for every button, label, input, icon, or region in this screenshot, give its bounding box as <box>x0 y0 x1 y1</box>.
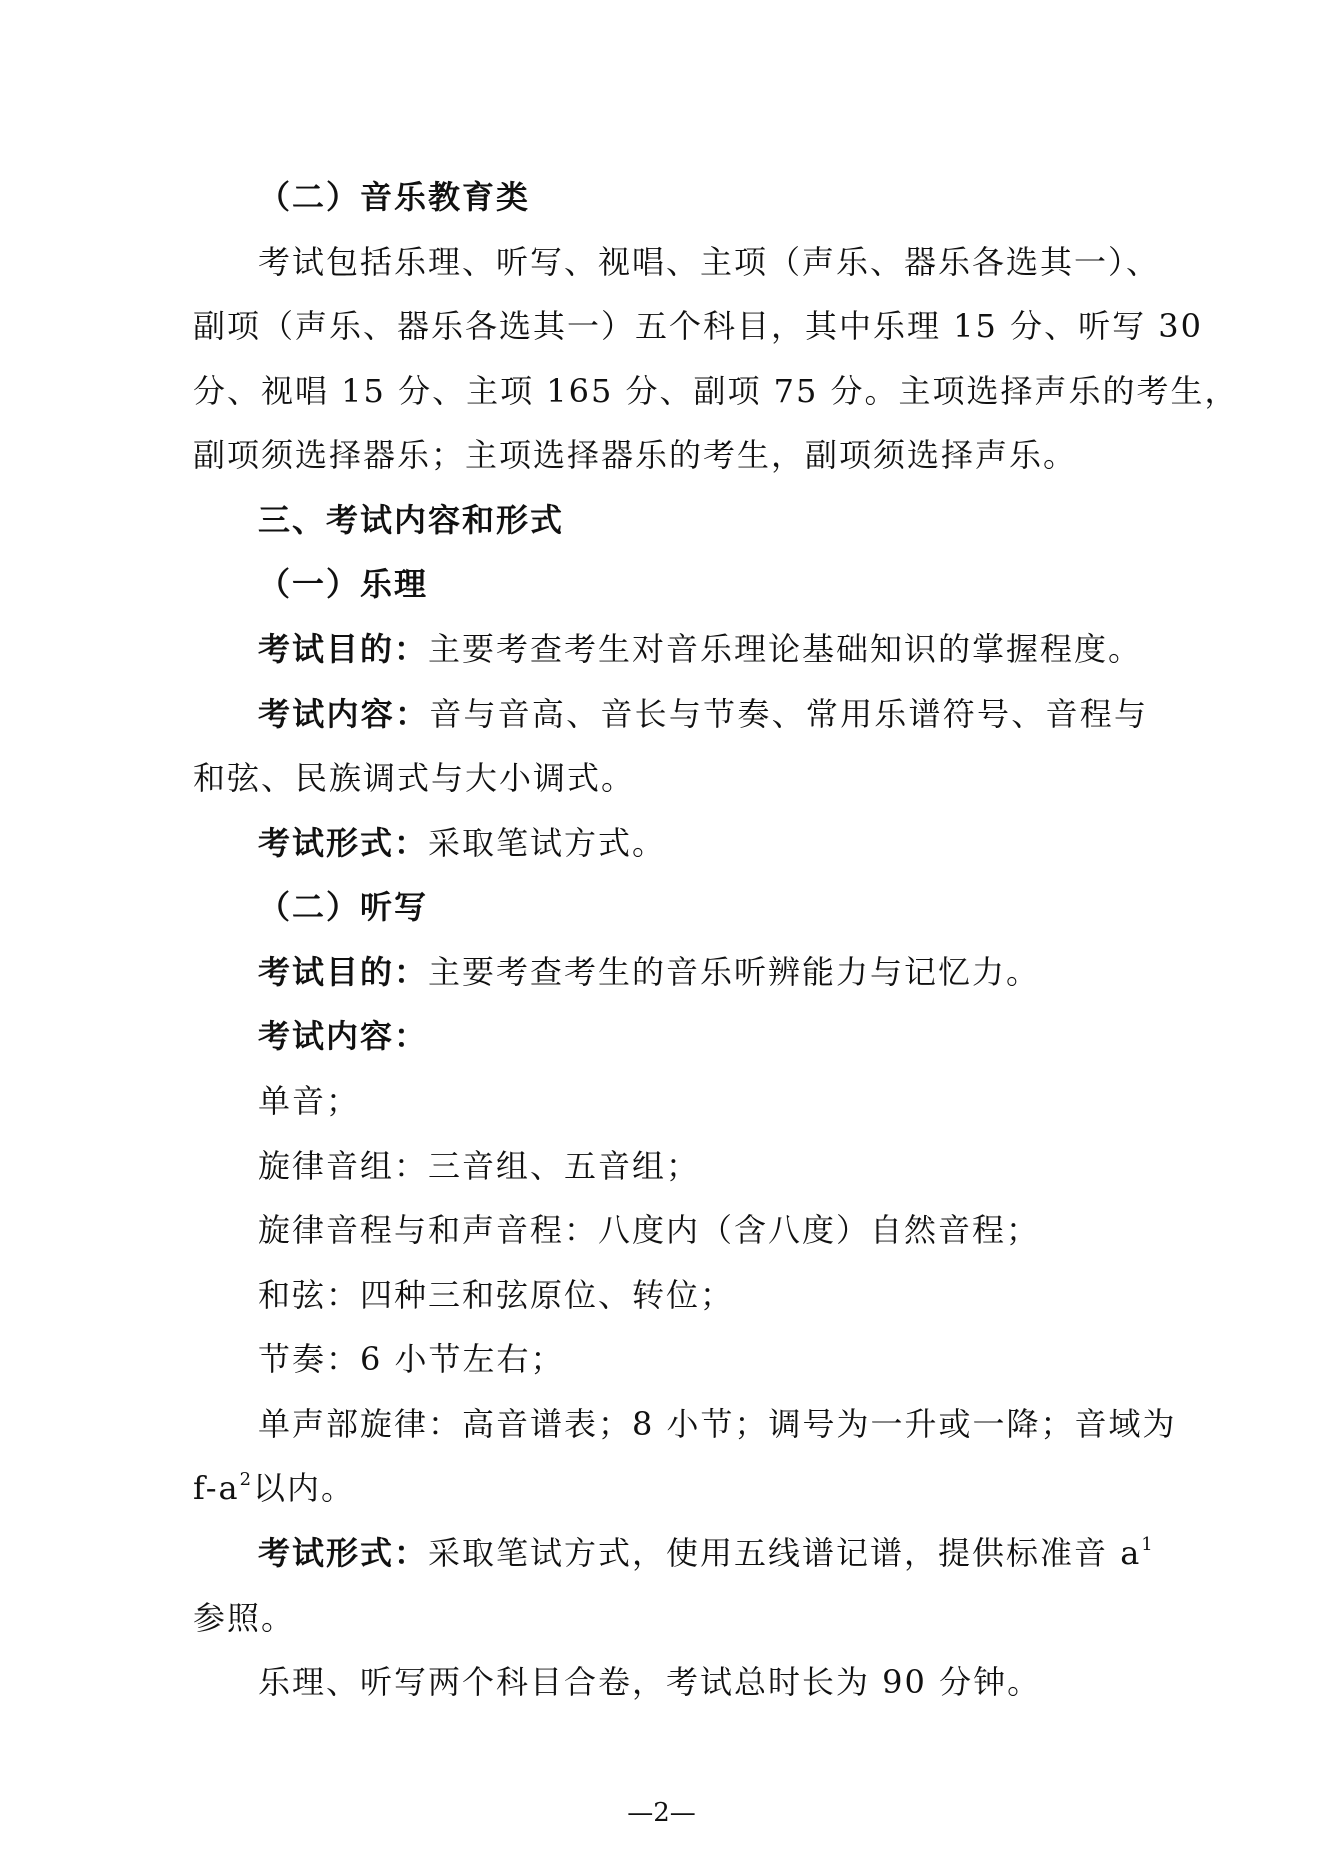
theory-content-text: 音与音高、音长与节奏、常用乐谱符号、音程与 <box>429 695 1148 733</box>
dictation-form-label: 考试形式： <box>258 1534 429 1572</box>
combined-exam-note: 乐理、听写两个科目合卷，考试总时长为 90 分钟。 <box>258 1663 1042 1701</box>
dictation-content-label: 考试内容： <box>258 1017 429 1055</box>
dictation-heading: （二）听写 <box>258 888 429 926</box>
theory-content-continued: 和弦、民族调式与大小调式。 <box>193 759 636 797</box>
theory-purpose-text: 主要考查考生对音乐理论基础知识的掌握程度。 <box>428 630 1143 668</box>
melody-range-octave: 2 <box>239 1469 254 1491</box>
music-education-paragraph-line-2: 副项（声乐、器乐各选其一）五个科目，其中乐理 15 分、听写 30 <box>193 307 1203 345</box>
dictation-purpose-text: 主要考查考生的音乐听辨能力与记忆力。 <box>428 953 1041 991</box>
theory-heading: （一）乐理 <box>258 565 429 603</box>
chapter-3-heading: 三、考试内容和形式 <box>258 501 565 539</box>
dictation-purpose-label: 考试目的： <box>258 953 429 991</box>
theory-content-label: 考试内容： <box>258 695 430 733</box>
dictation-item: 单声部旋律：高音谱表；8 小节；调号为一升或一降；音域为 <box>258 1405 1177 1443</box>
dictation-item: 旋律音程与和声音程：八度内（含八度）自然音程； <box>258 1211 1041 1249</box>
theory-form <box>258 823 666 863</box>
theory-form-label: 考试形式： <box>258 824 429 862</box>
dictation-form <box>258 1533 1155 1573</box>
dictation-item: 单音； <box>258 1082 361 1120</box>
music-education-paragraph-line-4: 副项须选择器乐；主项选择器乐的考生，副项须选择声乐。 <box>193 436 1078 474</box>
dictation-item: 和弦：四种三和弦原位、转位； <box>258 1276 735 1314</box>
dictation-purpose <box>258 952 1040 992</box>
dictation-form-continued: 参照。 <box>193 1599 296 1637</box>
music-education-heading: （二）音乐教育类 <box>258 178 531 216</box>
dictation-item: 节奏：6 小节左右； <box>258 1340 565 1378</box>
dictation-form-text: 采取笔试方式，使用五线谱记谱，提供标准音 a <box>428 1534 1142 1572</box>
page-number: —2— <box>627 1798 696 1828</box>
standard-pitch-octave: 1 <box>1141 1534 1155 1556</box>
theory-content <box>258 694 1148 734</box>
music-education-paragraph-line-1: 考试包括乐理、听写、视唱、主项（声乐、器乐各选其一）、 <box>258 243 1161 281</box>
theory-form-text: 采取笔试方式。 <box>428 824 667 862</box>
theory-purpose <box>258 629 1142 669</box>
melody-range-line <box>193 1468 355 1508</box>
music-education-paragraph-line-3: 分、视唱 15 分、主项 165 分、副项 75 分。主项选择声乐的考生， <box>193 372 1239 410</box>
dictation-item: 旋律音组：三音组、五音组； <box>258 1147 701 1185</box>
theory-purpose-label: 考试目的： <box>258 630 429 668</box>
melody-range-tail: 以内。 <box>253 1469 356 1507</box>
melody-range-note: f-a <box>193 1469 240 1507</box>
